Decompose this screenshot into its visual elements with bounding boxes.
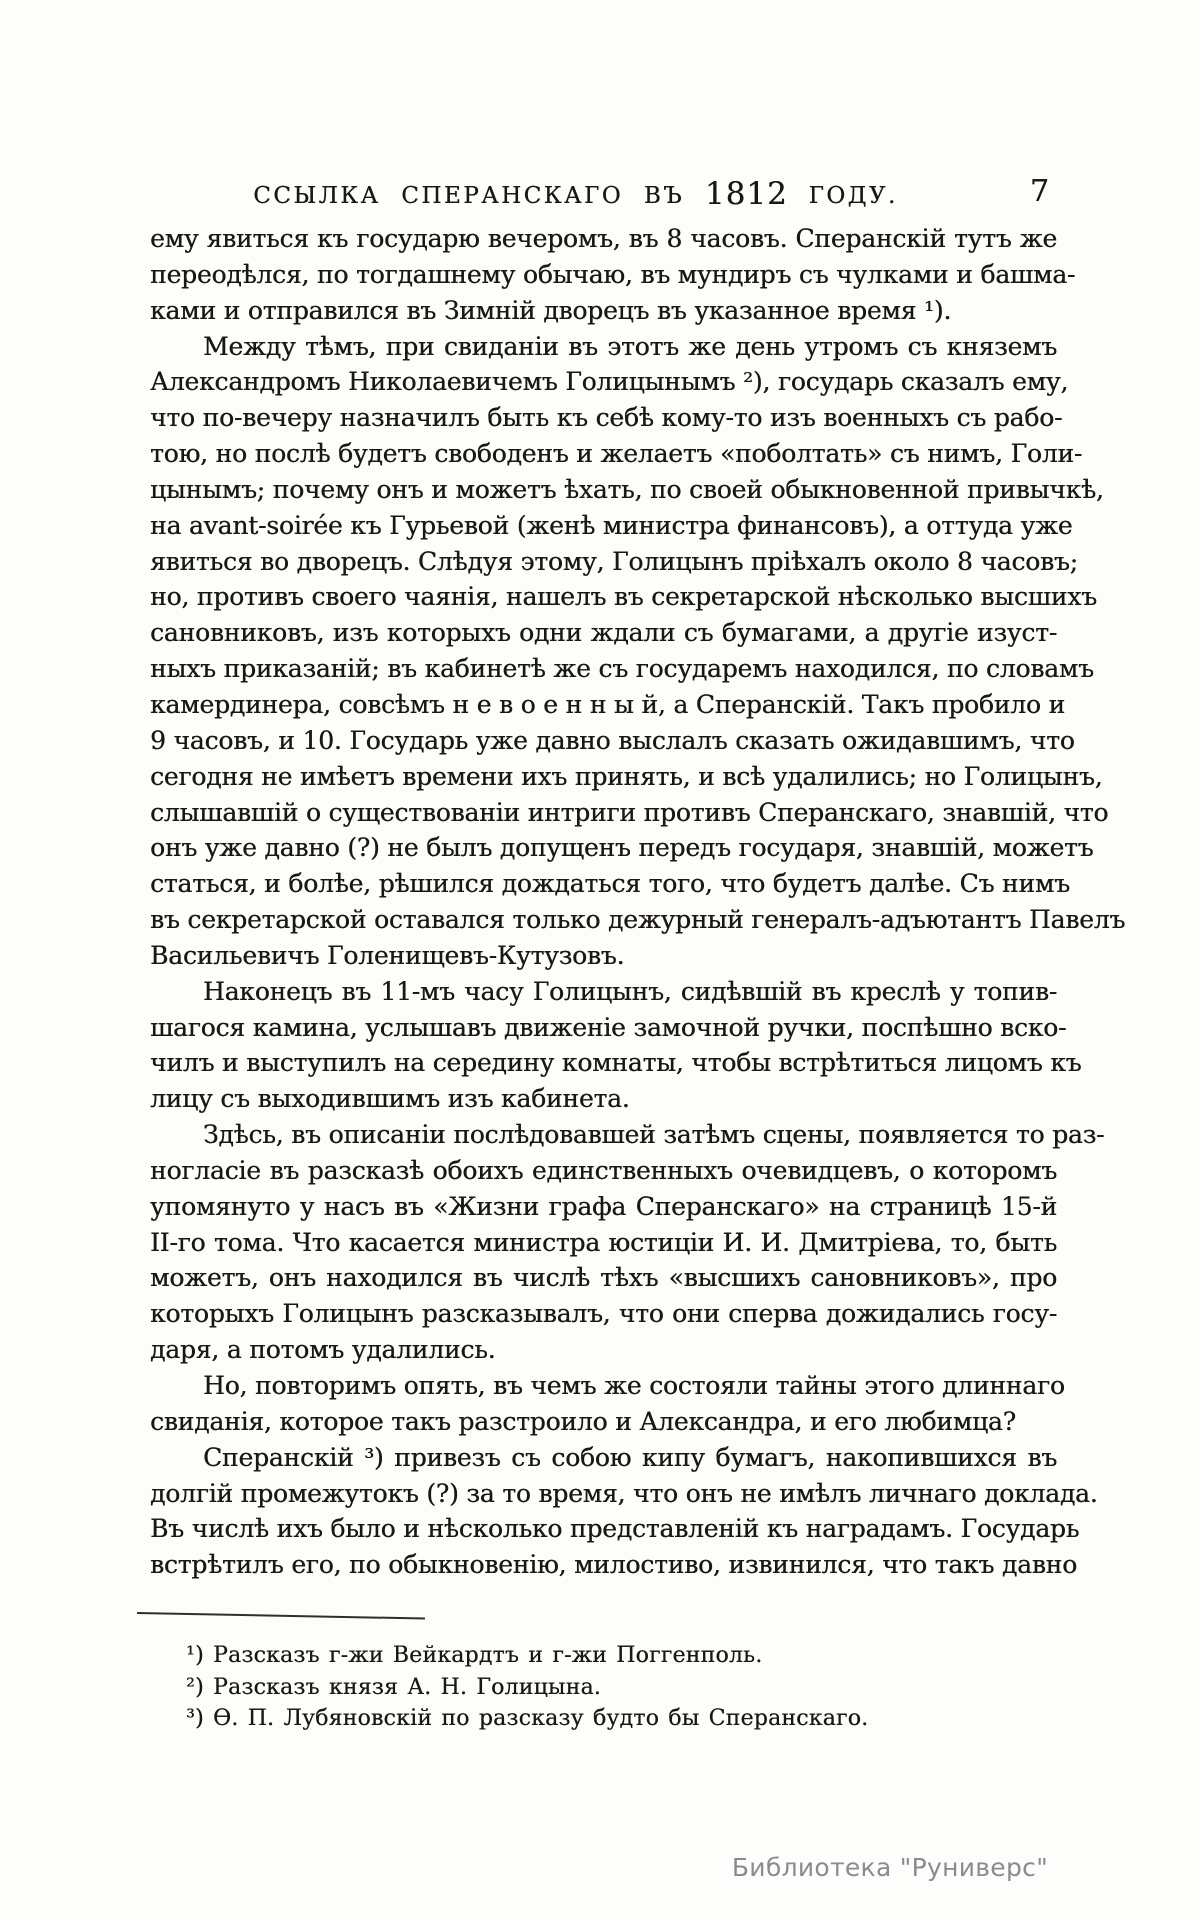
text-line: что по-вечеру назначилъ быть къ себѣ кому-то изъ военныхъ съ рабо- — [150, 403, 1063, 433]
text-line: Въ числѣ ихъ было и нѣсколько представленій къ наградамъ. Государь — [150, 1514, 1080, 1544]
page-header-title — [122, 176, 1029, 212]
page-number: 7 — [1029, 174, 1049, 209]
text-line: переодѣлся, по тогдашнему обычаю, въ мундиръ съ чулками и башма- — [150, 259, 1076, 289]
text-line: слышавшій о существованіи интриги противъ Сперанскаго, знавшій, что — [150, 797, 1109, 827]
text-line: ныхъ приказаній; въ кабинетѣ же съ государемъ находился, по словамъ — [150, 654, 1094, 684]
text-line: Сперанскій ³) привезъ съ собою кипу бумагъ, накопившихся въ — [203, 1442, 1057, 1472]
running-header — [150, 176, 1057, 210]
text-line: Между тѣмъ, при свиданіи въ этотъ же день утромъ съ княземъ — [203, 331, 1057, 361]
header-title-part1: ССЫЛКА СПЕРАНСКАГО ВЪ — [253, 183, 685, 209]
text-line: ногласіе въ разсказѣ обоихъ единственныхъ очевидцевъ, о которомъ — [150, 1155, 1057, 1185]
text-line: свиданія, которое такъ разстроило и Александра, и его любимца? — [150, 1406, 1016, 1436]
text-line: Наконецъ въ 11-мъ часу Голицынъ, сидѣвшій въ креслѣ у топив- — [203, 976, 1057, 1006]
text-line: сегодня не имѣетъ времени ихъ принять, и всѣ удалились; но Голицынъ, — [150, 761, 1103, 791]
text-line: статься, и болѣе, рѣшился дождаться того, что будетъ далѣе. Съ нимъ — [150, 869, 1070, 899]
footnote-line: ²) Разсказъ князя А. Н. Голицына. — [186, 1674, 601, 1700]
text-line: цынымъ; почему онъ и можетъ ѣхать, по своей обыкновенной привычкѣ, — [150, 474, 1104, 504]
text-line: Васильевичъ Голенищевъ-Кутузовъ. — [150, 940, 625, 970]
footnote-separator — [137, 1612, 425, 1620]
footnote-line: ³) Ѳ. П. Лубяновскій по разсказу будто бы Сперанскаго. — [186, 1706, 869, 1731]
footnotes — [186, 1640, 1006, 1735]
body-text — [150, 221, 1126, 1583]
text-line: встрѣтилъ его, по обыкновенію, милостиво, извинился, что такъ давно — [150, 1550, 1077, 1580]
text-line: сановниковъ, изъ которыхъ одни ждали съ бумагами, а другіе изуст- — [150, 618, 1057, 648]
text-line: онъ уже давно (?) не былъ допущенъ передъ государя, знавшій, можетъ — [150, 833, 1094, 863]
text-line: даря, а потомъ удалились. — [150, 1335, 496, 1365]
text-line: явиться во дворецъ. Слѣдуя этому, Голицынъ пріѣхалъ около 8 часовъ; — [150, 546, 1078, 576]
text-line: Но, повторимъ опять, въ чемъ же состояли тайны этого длиннаго — [203, 1371, 1065, 1400]
text-line: камердинера, совсѣмъ н е в о е н н ы й, а Сперанскій. Такъ пробило и — [150, 689, 1065, 719]
text-line: чилъ и выступилъ на середину комнаты, чтобы встрѣтиться лицомъ къ — [150, 1048, 1082, 1078]
text-line: Александромъ Николаевичемъ Голицынымъ ²), государь сказалъ ему, — [150, 367, 1069, 397]
text-line: на avant-soirée къ Гурьевой (женѣ министра финансовъ), а оттуда уже — [150, 510, 1073, 540]
header-title-year: 1812 — [704, 176, 788, 212]
text-line: лицу съ выходившимъ изъ кабинета. — [150, 1084, 630, 1114]
text-line: 9 часовъ, и 10. Государь уже давно выслалъ сказать ожидавшимъ, что — [150, 725, 1075, 755]
library-watermark: Библиотека "Руниверс" — [731, 1853, 1048, 1882]
text-line: которыхъ Голицынъ разсказывалъ, что они сперва дожидались госу- — [150, 1299, 1057, 1329]
text-line: шагося камина, услышавъ движеніе замочной ручки, поспѣшно вско- — [150, 1012, 1067, 1042]
text-line: ками и отправился въ Зимній дворецъ въ указанное время ¹). — [150, 295, 952, 325]
text-line: II-го тома. Что касается министра юстиціи И. И. Дмитріева, то, быть — [150, 1227, 1057, 1257]
text-line: упомянуто у насъ въ «Жизни графа Сперанскаго» на страницѣ 15-й — [150, 1191, 1057, 1221]
text-line: Здѣсь, въ описаніи послѣдовавшей затѣмъ сцены, появляется то раз- — [203, 1120, 1105, 1150]
footnote-line: ¹) Разсказъ г-жи Вейкардтъ и г-жи Поггенполь. — [186, 1643, 763, 1668]
text-line: тою, но послѣ будетъ свободенъ и желаетъ «поболтать» съ нимъ, Голи- — [150, 439, 1083, 469]
text-line: ему явиться къ государю вечеромъ, въ 8 часовъ. Сперанскій тутъ же — [150, 224, 1057, 253]
text-line: долгій промежутокъ (?) за то время, что онъ не имѣлъ личнаго доклада. — [150, 1478, 1098, 1508]
text-line: въ секретарской оставался только дежурный генералъ-адъютантъ Павелъ — [150, 905, 1126, 935]
text-line: можетъ, онъ находился въ числѣ тѣхъ «высшихъ сановниковъ», про — [150, 1263, 1057, 1293]
header-title-part2: ГОДУ. — [808, 183, 898, 209]
text-line: но, противъ своего чаянія, нашелъ въ секретарской нѣсколько высшихъ — [150, 582, 1097, 612]
